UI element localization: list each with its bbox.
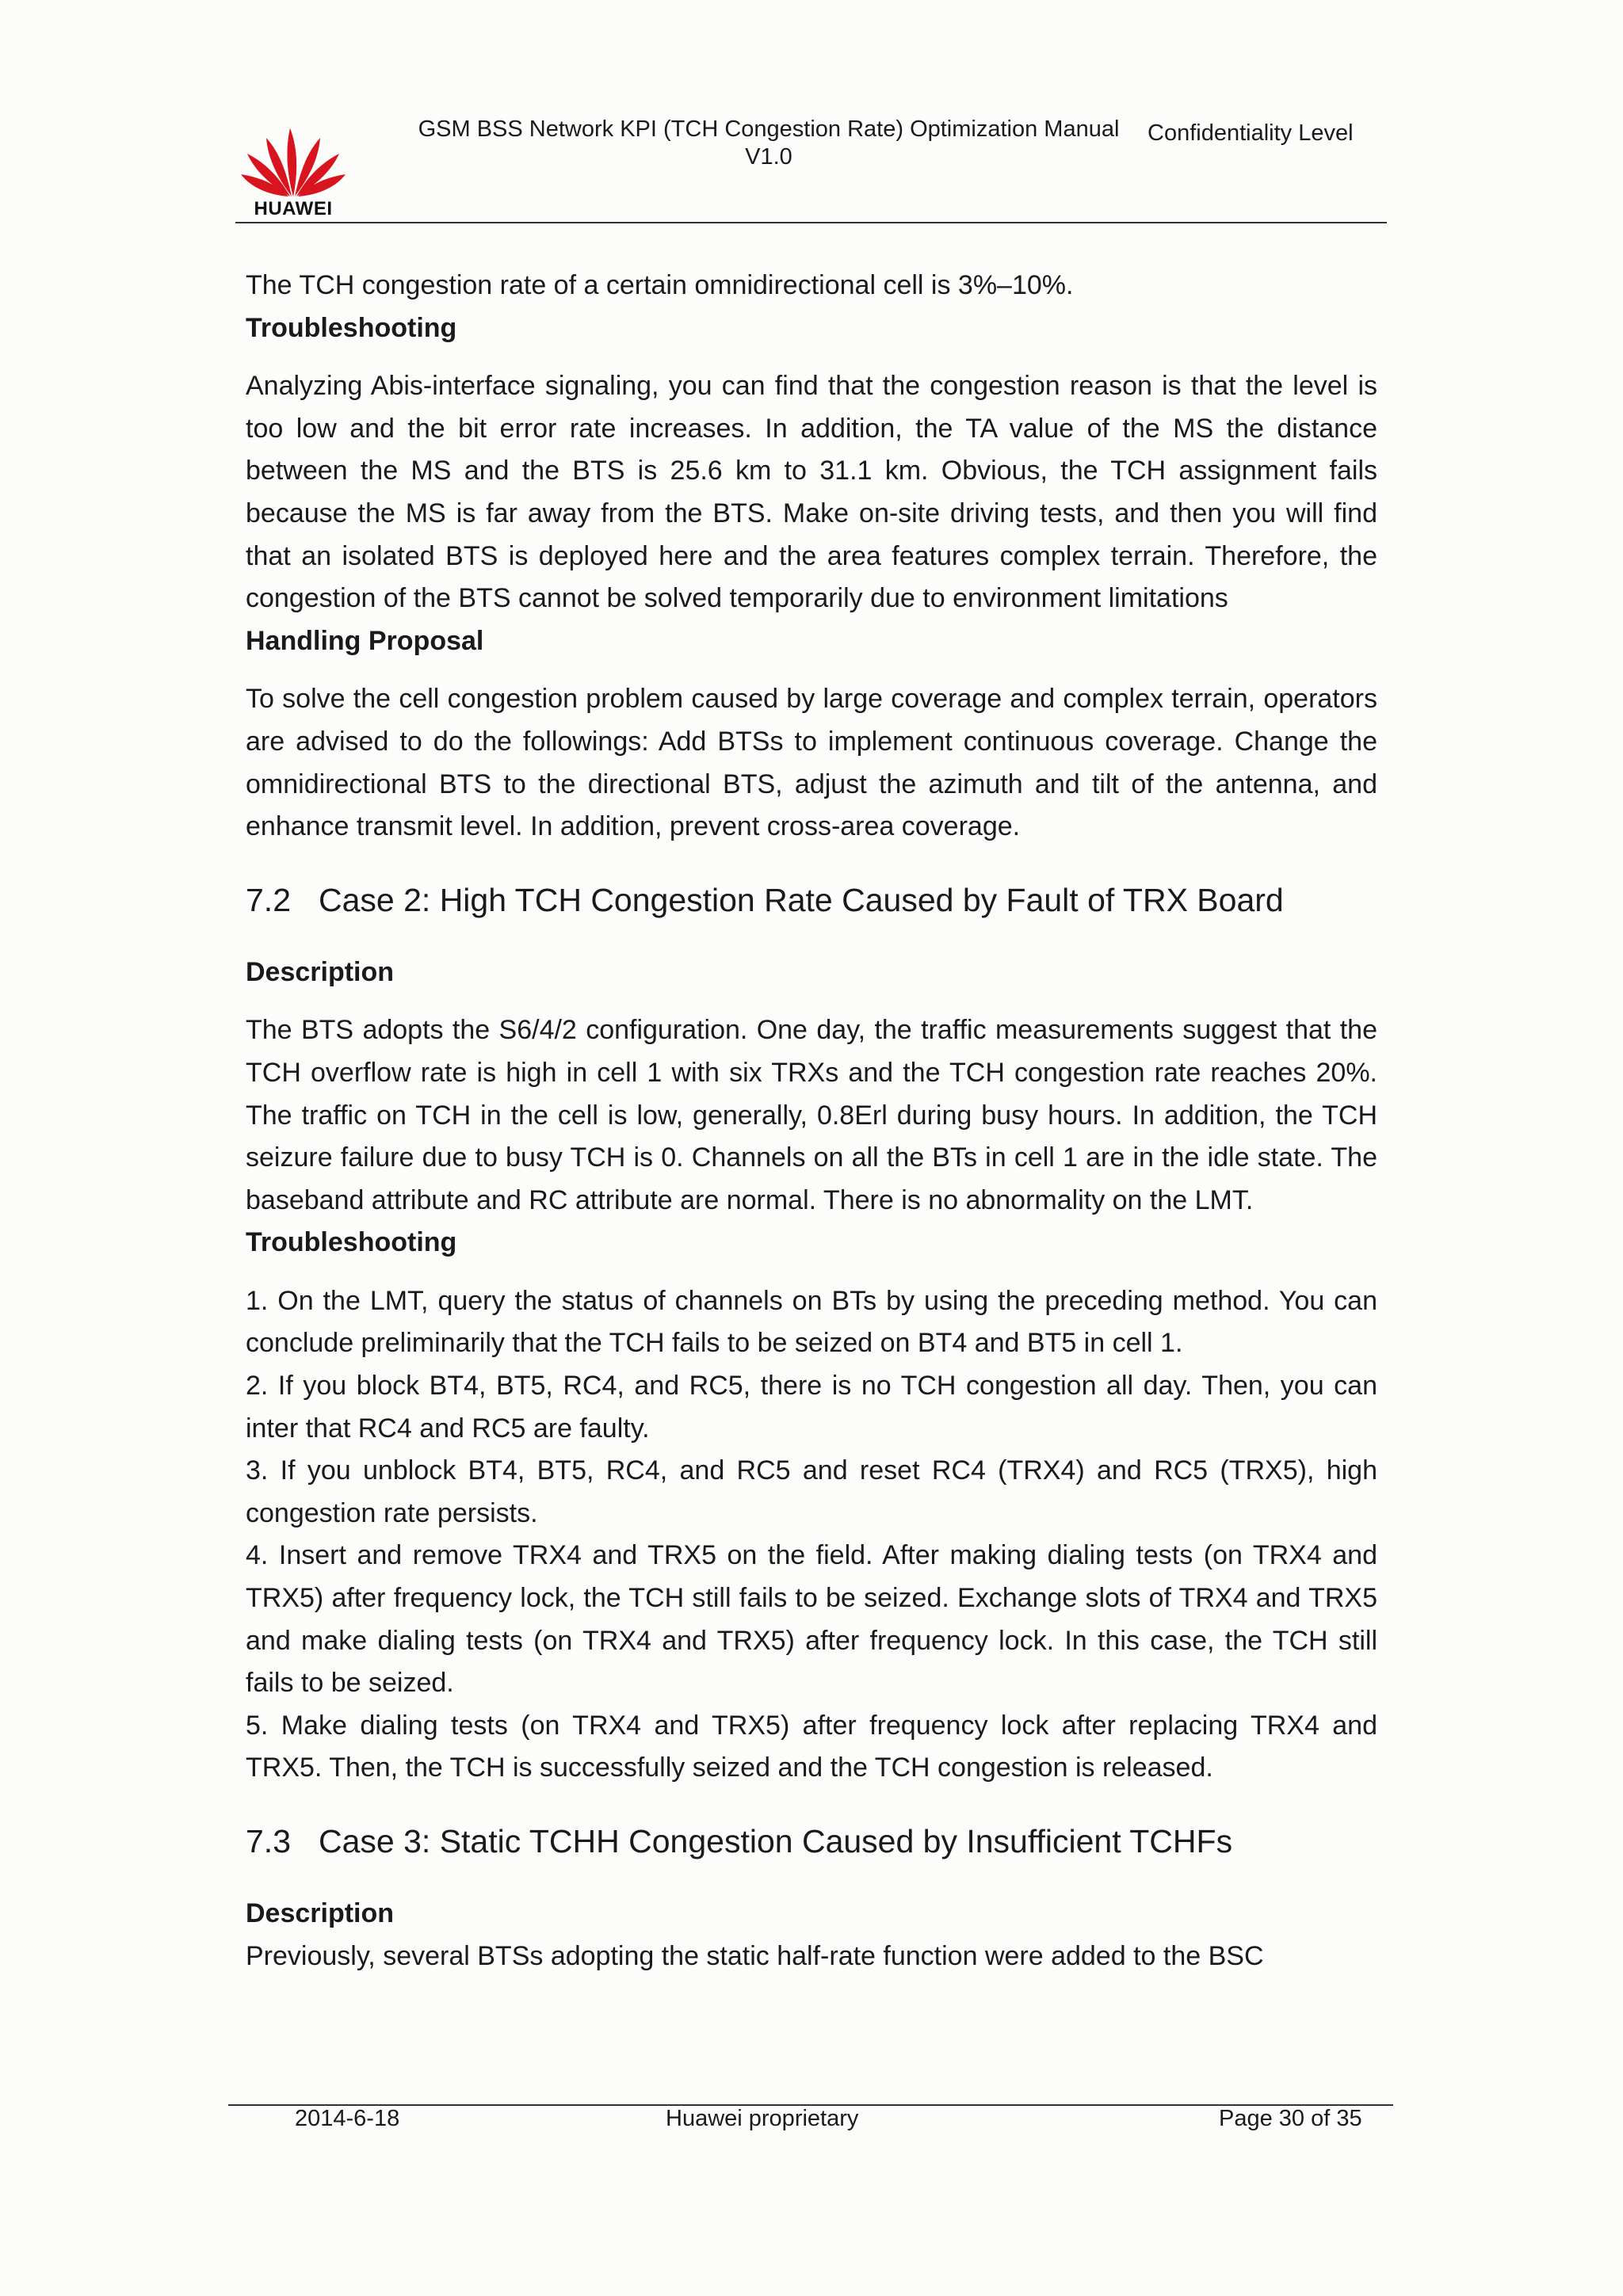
- troubleshooting-heading: Troubleshooting: [246, 312, 457, 343]
- list-item: 4. Insert and remove TRX4 and TRX5 on the field. After making dialing tests (on TRX4 and TRX5) after frequency lock, the TCH still fails to be seized. Exchange slots of TRX4 and TRX5 and make dialing tests (on TRX4 and TRX5) after frequency lock. In this case, the TCH still fails to be seized.: [246, 1540, 1377, 1699]
- description-paragraph: The BTS adopts the S6/4/2 configuration. One day, the traffic measurements suggest that the TCH overflow rate is high in cell 1 with six TRXs and the TCH congestion rate reaches 20%. The traffic on TCH in the cell is low, generally, 0.8Erl during busy hours. In addition, the TCH seizure failure due to busy TCH is 0. Channels on all the BTs in cell 1 are in the idle state. The baseband attribute and RC attribute are normal. There is no abnormality on the LMT.: [246, 1015, 1377, 1215]
- description-heading: Description: [246, 956, 395, 987]
- section-title: Case 3: Static TCHH Congestion Caused by Insufficient TCHFs: [319, 1823, 1233, 1859]
- list-item: 3. If you unblock BT4, BT5, RC4, and RC5 and reset RC4 (TRX4) and RC5 (TRX5), high congestion rate persists.: [246, 1455, 1377, 1528]
- huawei-petals-icon: [238, 124, 349, 198]
- section-heading-7-3: [246, 1821, 1377, 1861]
- header-divider: [235, 222, 1387, 223]
- list-item: 5. Make dialing tests (on TRX4 and TRX5) after frequency lock after replacing TRX4 and TRX5. Then, the TCH is successfully seized and the TCH congestion is released.: [246, 1710, 1377, 1783]
- description-heading: Description: [246, 1898, 395, 1928]
- handling-proposal-paragraph: To solve the cell congestion problem caused by large coverage and complex terrain, operators are advised to do the followings: Add BTSs to implement continuous coverage. Change the omnidirectional BTS to the directional BTS, adjust the azimuth and tilt of the antenna, and enhance transmit level. In addition, prevent cross-area coverage.: [246, 684, 1377, 842]
- troubleshooting-heading: Troubleshooting: [246, 1227, 457, 1258]
- document-title: GSM BSS Network KPI (TCH Congestion Rate) Optimization Manual V1.0: [418, 116, 1120, 170]
- page-content: [246, 265, 1377, 1978]
- section-number: 7.3: [246, 1823, 291, 1859]
- huawei-logo: [238, 124, 349, 222]
- section-title: Case 2: High TCH Congestion Rate Caused by Fault of TRX Board: [319, 881, 1284, 918]
- footer-proprietary: Huawei proprietary: [666, 2106, 859, 2131]
- intro-paragraph: The TCH congestion rate of a certain omnidirectional cell is 3%–10%.: [246, 270, 1074, 300]
- footer-page-number: Page 30 of 35: [1219, 2106, 1362, 2131]
- footer-date: 2014-6-18: [295, 2106, 400, 2131]
- description-paragraph: Previously, several BTSs adopting the static half-rate function were added to the BSC: [246, 1940, 1264, 1971]
- confidentiality-level: Confidentiality Level: [1148, 120, 1354, 146]
- section-number: 7.2: [246, 881, 291, 918]
- logo-wordmark: HUAWEI: [254, 198, 333, 219]
- section-heading-7-2: [246, 880, 1377, 920]
- list-item: 2. If you block BT4, BT5, RC4, and RC5, there is no TCH congestion all day. Then, you can inter that RC4 and RC5 are faulty.: [246, 1371, 1377, 1444]
- list-item: 1. On the LMT, query the status of channels on BTs by using the preceding method. You can conclude preliminarily that the TCH fails to be seized on BT4 and BT5 in cell 1.: [246, 1285, 1377, 1359]
- troubleshooting-paragraph: Analyzing Abis-interface signaling, you can find that the congestion reason is that the level is too low and the bit error rate increases. In addition, the TA value of the MS the distance between the MS and the BTS is 25.6 km to 31.1 km. Obvious, the TCH assignment fails because the MS is far away from the BTS. Make on-site driving tests, and then you will find that an isolated BTS is deployed here and the area features complex terrain. Therefore, the congestion of the BTS cannot be solved temporarily due to environment limitations: [246, 371, 1377, 614]
- handling-proposal-heading: Handling Proposal: [246, 625, 484, 656]
